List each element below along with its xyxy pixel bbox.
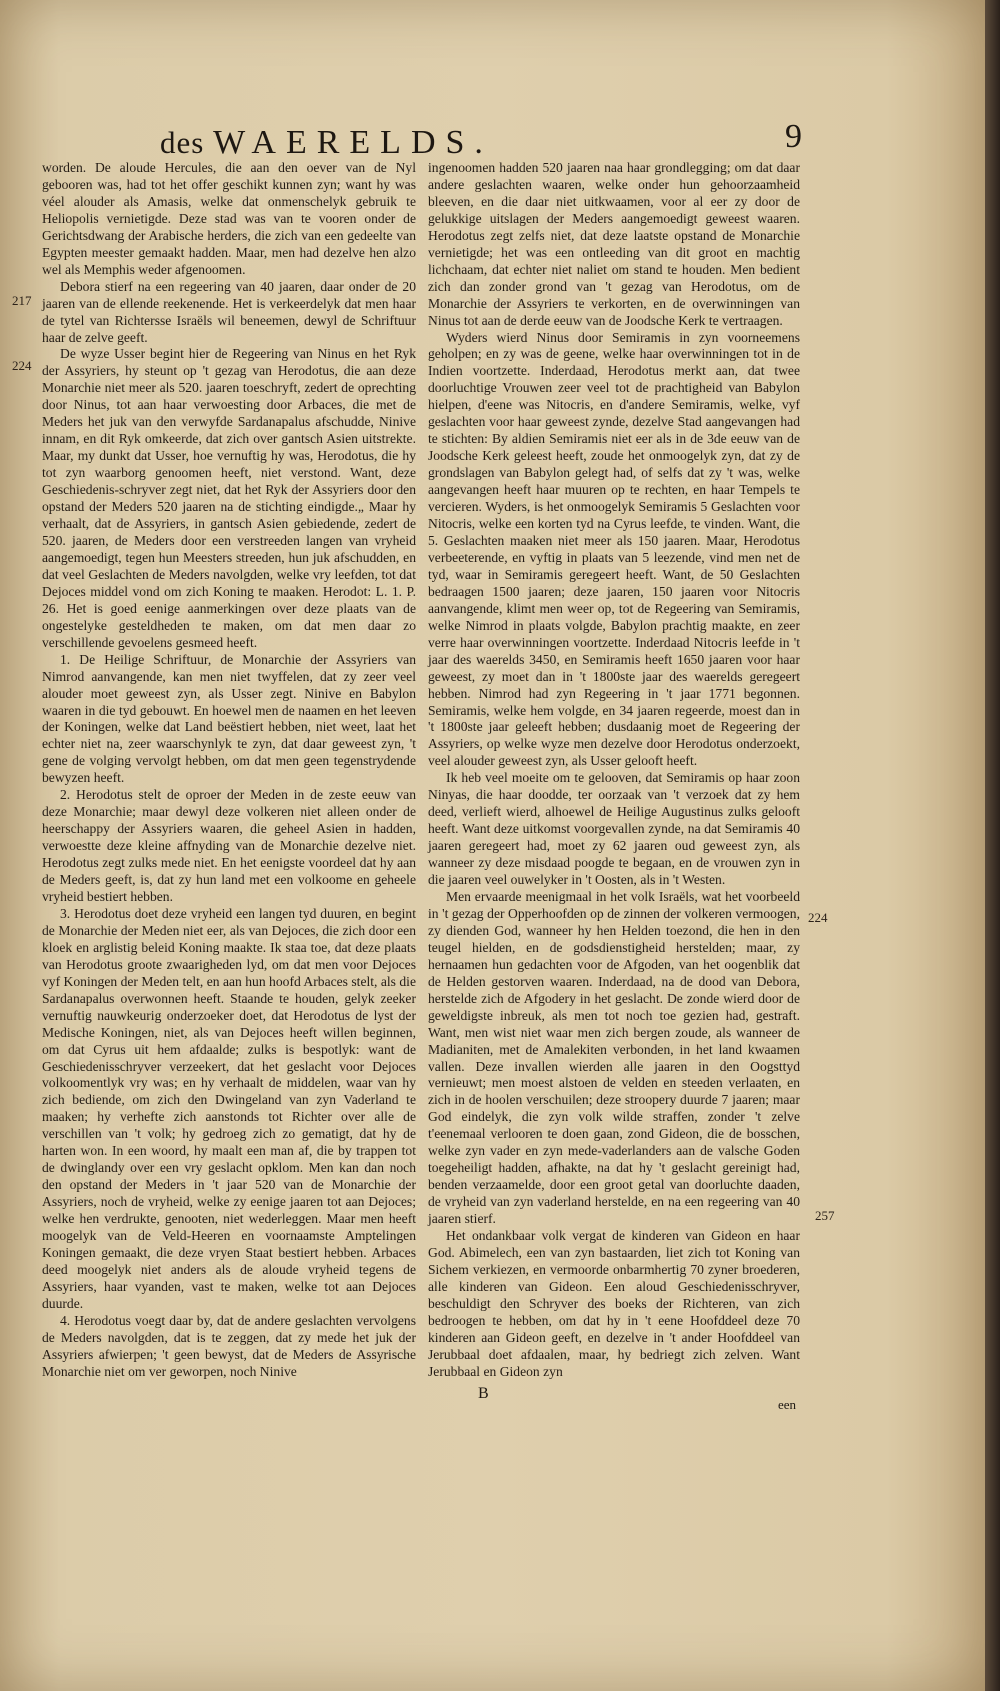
margin-number-1: 217 (12, 293, 32, 308)
left-paragraph-6: 3. Herodotus doet deze vryheid een langen tyd duuren, en begint de Monarchie der Meden niet eer, als van Dejoces, die zich door een kloek en arglistig beleid Koning maakte. Ik staa toe, dat deze plaats van Herodotus groote zwaarigheden lyd, om dat men voor Dejoces vyf Koningen der Meden telt, en aan hun hoofd Arbaces stelt, als die Sardanapalus overwonnen heeft. Staande te houden, gelyk zeeker vernuftig nauwkeurig onderzoeker doet, dat Herodotus de lyst der Medische Koningen, niet, als van Dejoces heeft willen beginnen, om dat Cyrus uit hem afdaalde; zulks is bespotlyk: want de Geschiedenisschryver verzeekert, dat het geslacht voor Dejoces volkoomentlyk vry was; en hy verhaalt de middelen, waar van hy zich bediende, om zich den Dwingeland van zyn Vaderland te maaken; hy verhefte zich aanstonds tot Richter over alle de verschillen van 't volk; hy gedroeg zich zo gematigt, dat hy de harten won. In een woord, hy maalt een man af, die by trappen tot de dwinglandy over een vry geslacht opklom. Men kan dan noch den opstand der Meders in 't jaar 520 van de Monarchie der Assyriers, noch de vryheid, welke zy eenige jaaren tot aan Dejoces; welke hen verdrukte, genooten, niet wederleggen. Maar men heeft moogelyk van de Veld-Heeren en voornaamste Amptelingen Koningen gemaakt, die deze vryen Staat bestiert hebben. Arbaces deed moogelyk niet anders als de aloude vryheid tegens de Assyriers, haar vyanden, vast te maken, welke tot aan Dejoces duurde. (42, 905, 416, 1311)
running-title (160, 124, 493, 162)
left-column (42, 160, 416, 1381)
left-paragraph-1: worden. De aloude Hercules, die aan den oever van de Nyl gebooren was, had tot het offer geschikt kunnen zyn; want hy was véel alouder als Amasis, welke dat onmenschelyk gebruik te Heliopolis vernietigde. Deze stad was van te vooren onder de Gerichtsdwang der Arabische herders, die zich van een gedeelte van Egypten meester gemaakt hadden. Maar, men had dezelve hen alzo wel als Memphis weder afgenoomen. (42, 160, 416, 277)
left-paragraph-3: De wyze Usser begint hier de Regeering van Ninus en het Ryk der Assyriers, hy steunt op 't gezag van Herodotus, die aan deze Monarchie niet meer als 520. jaaren toeschryft, zedert de oprechting door Ninus, tot aan haar verwoesting door Arbaces, die met de Meders het juk van den verwyfde Sardanapalus afschudde, Ninive innam, en dit Ryk omkeerde, dat zich over gantsch Asien uitstrekte. Maar, my dunkt dat Usser, hoe vernuftig hy was, Herodotus, die hy tot zyn waarborg genoomen heeft, niet verstond. Want, deze Geschiedenis-schryver zegt niet, dat het Ryk der Assyriers door den opstand der Meders 520 jaaren na de stichting eindigde.„ Maar hy verhaalt, dat de Assyriers, in gantsch Asien gebiedende, zedert de 520. jaaren, de Meders door een verstreeden langen van vryheid aangemoedigt, tegen hun Meesters streeden, hun juk afschudden, en dat veel Geslachten de Meders navolgden, welke vry leefden, tot dat Dejoces middel vond om zich Koning te maaken. Herodot: L. 1. P. 26. Het is goed eenige aanmerkingen over deze plaats van de ongestelyke gesteldheden te maken, om dat men daar zo verschillende gevoelens gesmeed heeft. (42, 346, 416, 650)
right-column (428, 160, 800, 1381)
page-number: 9 (785, 118, 802, 155)
right-paragraph-4: Men ervaarde meenigmaal in het volk Israëls, wat het voorbeeld in 't gezag der Opperhoofden op de zinnen der volkeren vermoogen, zy dienden God, wanneer hy hen Helden toezond, die hen in den teugel hielden, en de godsdienstigheid herstelden; maar, zy hernaamen hun gedachten voor de Afgoden, van het oogenblik dat de Helden gestorven waaren. Inderdaad, na de dood van Debora, herstelde zich de Afgodery in het geslacht. De zonde wierd door de geweldigste inbreuk, als men tot noch toe gezien had, gestraft. Want, men wist niet waar men zich bergen zoude, als wanneer de Madianiten, met de Amalekiten verbonden, in het land kwaamen vallen. Deze invallen wierden alle jaaren in den Oogsttyd vernieuwt; men moest alstoen de velden en steeden verlaaten, en zich in de hoolen verschuilen; deze stroopery duurde 7 jaaren; maar God eindelyk, die zyn volk wilde straffen, zonder 't zelve t'eenemaal verlooren te doen gaan, zond Gideon, die de bosschen, welke zyn vader en zyn mede-vaderlanders aan de valsche Goden toegeheiligt hadden, afhakte, na dat hy 't geslacht gereinigt had, benden verzaamelde, door een groot getal van doorluchte daaden, de vryheid van zyn vaderland herstelde, en na een regeering van 40 jaaren stierf. (428, 888, 800, 1227)
right-paragraph-1: ingenoomen hadden 520 jaaren naa haar grondlegging; om dat daar andere geslachten waaren, welke onder hun gehoorzaamheid bleeven, en die daar niet uitkwaamen, voor al eer zy door de gelukkige uitslagen der Meders aangemoedigt geweest waaren. Herodotus zegt zelfs niet, dat deze laatste opstand de Monarchie vernietigde; het was een ontleeding van dit groot en machtig lichchaam, dat echter niet naliet om stand te houden. Men bedient zich dan zonder grond van 't gezag van Herodotus, om de Monarchie der Assyriers te verkorten, en de overwinningen van Ninus tot aan de derde eeuw van de Joodsche Kerk te vertraagen. (428, 160, 800, 328)
margin-number-3: 224 (808, 910, 828, 925)
margin-number-2: 224 (12, 358, 32, 373)
left-paragraph-2: Debora stierf na een regeering van 40 jaaren, daar onder de 20 jaaren van de ellende reekenende. Het is verkeerdelyk dat men haar de tytel van Richtersse Israëls wil beneemen, dewyl de Schriftuur haar de zelve geeft. (42, 278, 416, 345)
signature-mark: B (478, 1385, 489, 1402)
left-paragraph-7: 4. Herodotus voegt daar by, dat de andere geslachten vervolgens de Meders navolgden, dat is te zeggen, dat zy mede het juk der Assyriers afwierpen; 't geen bewyst, dat de Meders de Assyrische Monarchie niet om ver geworpen, noch Ninive (42, 1312, 416, 1379)
left-paragraph-5: 2. Herodotus stelt de oproer der Meden in de zeste eeuw van deze Monarchie; maar dewyl deze volkeren niet alleen onder de heerschappy der Assyriers waaren, die geheel Asien in hadden, verwoestte deze kleine affnyding van de Monarchie dezelve niet. Herodotus zegt zulks mede niet. En het eenigste voordeel dat hy aan de Meders geeft, is, dat zy hun land met een volkoome en geheele vryheid bestiert hebben. (42, 787, 416, 904)
catchword: een (778, 1397, 797, 1412)
right-paragraph-2: Wyders wierd Ninus door Semiramis in zyn voorneemens geholpen; en zy was de geene, welke haar overwinningen tot in de Indien voortzette. Inderdaad, Herodotus merkt aan, dat twee doorluchtige Vrouwen zeer veel tot de prachtigheid van Babylon hielpen, d'eene was Nitocris, en d'andere Semiramis, welke, vyf geslachten voor haar geweest zynde, dezelve Stad aangevangen had te stichten: By aldien Semiramis niet eer als in de 3de eeuw van de Joodsche Kerk geleest heeft, zoude het onmoogelyk zyn, dat zy de grondslagen van Babylon gelegt had, of selfs dat zy 't was, welke aangevangen heeft haar muuren op te rechten, en haar Tempels te vercieren. Wyders, is het onmoogelyk Semiramis 5 Geslachten voor Nitocris, welke een korten tyd na Cyrus leefde, te vinden. Want, die 5. Geslachten maaken niet meer als 150 jaaren. Maar, Herodotus verbeeterende, en vyftig in plaats van 5 leezende, vind men net de tyd, waar in Semiramis geregeert heeft. Want, de 50 Geslachten bedraagen 1500 jaaren; deze jaaren, 150 jaaren voor Nitocris aanvangende, klimt men weer op, tot de Regeering van Semiramis, welke Nimrod in plaats volgde, Babylon prachtig maakte, en zeer verre haar overwinningen voortzette. Inderdaad Nitocris leefde in 't jaar des waerelds 3450, en Semiramis heeft 1650 jaaren voor haar geweest, zy moet dan in 't 1800ste jaar des waerelds geregeert hebben. Nimrod had zyn Regeering in 't jaar 1771 begonnen. Semiramis, welke hem volgde, en 34 jaaren regeerde, moest dan in 't 1800ste jaar geleeft hebben; dusdaanig moet de Regeering der Assyriers, op welke wyze men dezelve door Herodotus onderzoekt, veel alouder geweest zyn, als Usser gelooft heeft. (428, 329, 800, 769)
running-title-word: WAERELDS. (213, 124, 493, 161)
right-paragraph-3: Ik heb veel moeite om te gelooven, dat Semiramis op haar zoon Ninyas, die haar doodde, ter oorzaak van 't verzoek dat zy hem deed, verlieft wierd, alhoewel de Heilige Augustinus zulks gelooft heeft. Want deze uitkomst voorgevallen zynde, na dat Semiramis 40 jaaren geregeert had, moet zy 62 jaaren oud geweest zyn, als wanneer zy deze misdaad poogde te begaan, en de vrouwen zyn in die jaaren veel ouwelyker in 't Oosten, als in 't Westen. (428, 770, 800, 888)
margin-number-4: 257 (815, 1208, 835, 1223)
book-edge (985, 0, 1000, 1691)
right-paragraph-5: Het ondankbaar volk vergat de kinderen van Gideon en haar God. Abimelech, een van zyn bastaarden, liet zich tot Koning van Sichem verkiezen, en vermoorde onbarmhertig 70 zyner broederen, alle kinderen van Gideon. Een aloud Geschiedenisschryver, beschuldigt den Schryver des boeks der Richteren, van zich bedroogen te hebben, om dat hy in 't eene Hoofddeel deze 70 kinderen aan Gideon geeft, en dezelve in 't ander Hoofddeel van Jerubbaal doet afdaalen, maar, hy bedriegt zich zelven. Want Jerubbaal en Gideon zyn (428, 1228, 800, 1379)
running-title-prefix: des (160, 125, 205, 160)
left-paragraph-4: 1. De Heilige Schriftuur, de Monarchie der Assyriers van Nimrod aanvangende, kan men niet twyffelen, dat zy zeer veel alouder moet geweest zyn, als Usser zegt. Ninive en Babylon waaren in die tyd gebouwt. En hoewel men de naamen en het leeven der Koningen, welke dat Land beëstiert hebben, niet weet, laat het echter niet na, zeer waarschynlyk te zyn, dat daar geweest zyn, 't gene de volging vervolgt hebben, om dat men geen tegenstrydende bewyzen heeft. (42, 651, 416, 786)
